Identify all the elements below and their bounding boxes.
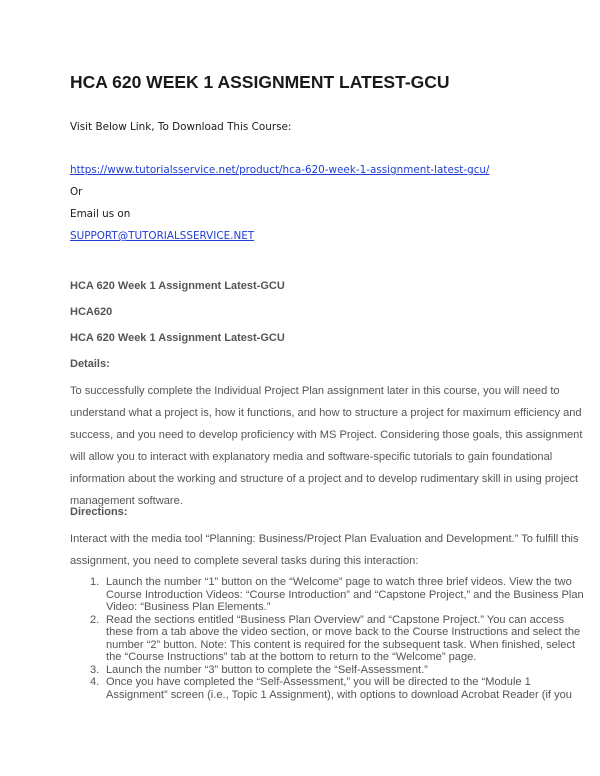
directions-steps [70,576,584,701]
heading-course-title-repeat: HCA 620 Week 1 Assignment Latest-GCU [70,332,285,344]
step-line: the “Course Instructions” tab at the bottom to return to the “Welcome” page. [106,651,477,663]
step-line: Launch the number “1” button on the “Welcome” page to watch three brief videos. View the two [106,576,572,588]
list-item [70,576,584,614]
step-line: Assignment” screen (i.e., Topic 1 Assignment), with options to download Acrobat Reader (if you [106,688,572,701]
or-text: Or [70,186,83,198]
directions-line: Interact with the media tool “Planning: Business/Project Plan Evaluation and Development.” To fulfill this [70,533,579,545]
course-link[interactable]: https://www.tutorialsservice.net/product/hca-620-week-1-assignment-latest-gcu/ [70,164,490,176]
heading-course-code: HCA620 [70,306,113,318]
step-line: Once you have completed the “Self-Assessment,” you will be directed to the “Module 1 [106,676,531,688]
details-line: management software. [70,494,183,507]
step-line: Launch the number “3” button to complete the “Self-Assessment.” [106,663,428,676]
list-item [70,676,572,701]
step-number: 1. [90,576,100,588]
heading-course-title: HCA 620 Week 1 Assignment Latest-GCU [70,280,285,292]
step-line: these from a tab above the video section, or move back to the Course Instructions and select the [106,626,581,638]
directions-label: Directions: [70,506,128,518]
visit-text: Visit Below Link, To Download This Course: [70,121,292,133]
step-line: Read the sections entitled “Business Plan Overview” and “Capstone Project.” You can access [106,613,565,626]
details-label: Details: [70,358,110,370]
details-line: information about the working and structure of a project and to develop rudimentary skill in using project [70,472,579,485]
details-line: To successfully complete the Individual Project Plan assignment later in this course, you will need to [70,385,560,397]
details-line: will allow you to interact with explanatory media and software-specific tutorials to gain foundational [70,450,553,463]
email-text: Email us on [70,208,131,220]
details-line: success, and you need to develop proficiency with MS Project. Considering those goals, this assignment [70,428,583,441]
directions-paragraph [70,529,579,573]
step-number: 3. [90,663,100,676]
step-number: 2. [90,613,100,626]
course-link-line [70,164,490,176]
email-link-line [70,230,254,242]
details-paragraph [70,381,583,512]
list-item [70,613,581,664]
details-line: understand what a project is, how it functions, and how to structure a project for maximum efficiency and [70,406,582,419]
step-line: number “2” button. Note: This content is required for the subsequent task. When finished, select [106,638,576,651]
list-item [70,664,540,677]
page-title: HCA 620 WEEK 1 ASSIGNMENT LATEST-GCU [70,72,450,92]
step-number: 4. [90,676,100,688]
email-link[interactable]: SUPPORT@TUTORIALSSERVICE.NET [70,230,255,242]
step-line: Course Introduction Videos: “Course Introduction” and “Capstone Project,” and the Business Plan [106,588,584,601]
directions-line: assignment, you need to complete several tasks during this interaction: [70,554,419,567]
step-line: Video: “Business Plan Elements.” [106,601,271,613]
